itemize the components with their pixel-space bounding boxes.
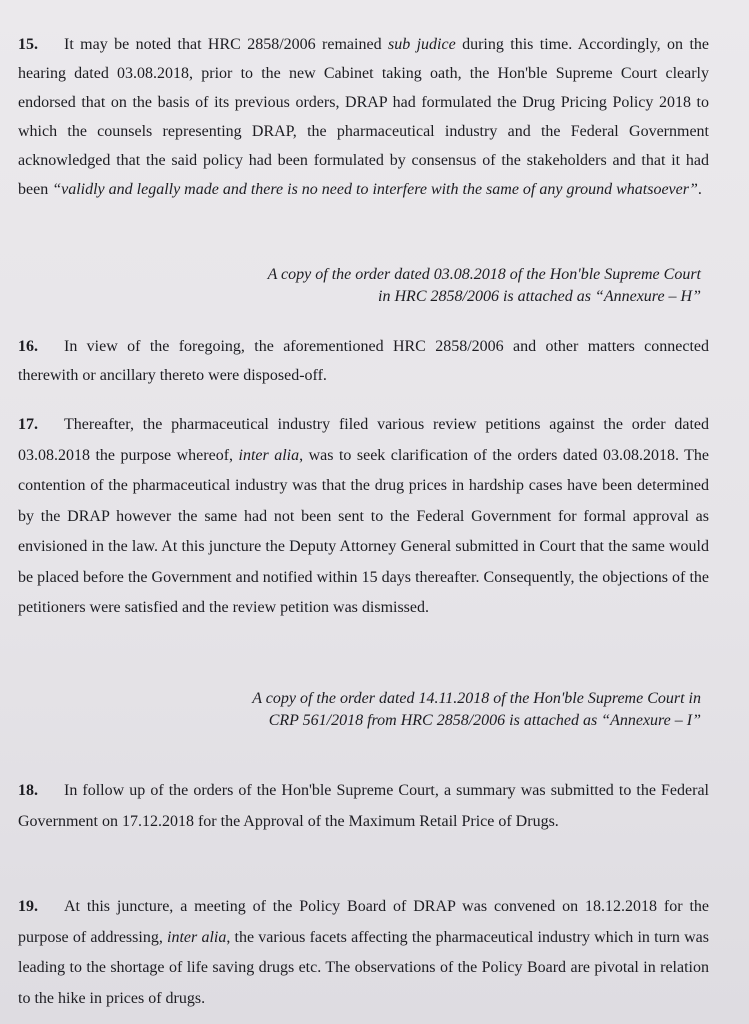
paragraph-body <box>18 36 709 198</box>
italic-text: “validly and legally made and there is no need to interfere with the same of any ground whatsoever” <box>52 181 698 198</box>
caption-line: A copy of the order dated 03.08.2018 of the Hon'ble Supreme Court <box>267 266 701 283</box>
paragraph-16 <box>18 332 709 390</box>
body-text: Thereafter, the pharmaceutical industry filed various review petitions against the order dated 03.08.2018 the purpose whereof, <box>18 416 709 464</box>
body-text: , was to seek clarification of the orders dated 03.08.2018. The contention of the pharmaceutical industry was that the drug prices in hardship cases have been determined by the DRAP however the same had not been sent to the Federal Government for formal approval as envisioned in the law. At this juncture the Deputy Attorney General submitted in Court that the same would be placed before the Government and notified within 15 days thereafter. Consequently, the objections of the petitioners were satisfied and the review petition was dismissed. <box>18 446 710 616</box>
paragraph-body <box>18 416 709 616</box>
body-text: At this juncture, a meeting of the Policy Board of DRAP was convened on 18.12.2018 for the purpose of addressing, <box>18 898 709 946</box>
caption-line: CRP 561/2018 from HRC 2858/2006 is attached as “Annexure – I” <box>268 712 701 729</box>
paragraph-17 <box>18 410 709 624</box>
paragraph-number: 19. <box>18 898 38 915</box>
annexure-h-caption <box>141 264 701 308</box>
caption-line: A copy of the order dated 14.11.2018 of the Hon'ble Supreme Court in <box>252 690 701 707</box>
paragraph-18 <box>18 776 709 837</box>
body-text: . <box>697 181 702 198</box>
italic-text: inter alia <box>238 446 300 464</box>
body-text: during this time. Accordingly, on the hearing dated 03.08.2018, prior to the new Cabinet taking oath, the Hon'ble Supreme Court clearly endorsed that on the basis of its previous orders, DRAP had formulated the Drug Pricing Policy 2018 to which the counsels representing DRAP, the pharmaceutical industry and the Federal Government acknowledged that the said policy had been formulated by consensus of the stakeholders and that it had been <box>18 36 709 198</box>
italic-text: inter alia <box>167 928 227 946</box>
paragraph-body <box>18 338 709 384</box>
paragraph-body <box>18 782 709 830</box>
paragraph-number: 18. <box>18 782 38 799</box>
paragraph-number: 17. <box>18 416 38 433</box>
annexure-i-caption <box>141 688 701 732</box>
italic-text: sub judice <box>387 36 456 53</box>
paragraph-15 <box>18 30 709 204</box>
body-text: , the various facets affecting the pharmaceutical industry which in turn was leading to the shortage of life saving drugs etc. The observations of the Policy Board are pivotal in relation to the hike in prices of drugs. <box>18 928 709 1007</box>
paragraph-number: 16. <box>18 338 38 355</box>
paragraph-body <box>18 898 709 1007</box>
paragraph-number: 15. <box>18 36 38 53</box>
paragraph-19 <box>18 892 709 1014</box>
body-text: In follow up of the orders of the Hon'ble Supreme Court, a summary was submitted to the Federal Government on 17.12.2018 for the Approval of the Maximum Retail Price of Drugs. <box>18 782 709 830</box>
body-text: In view of the foregoing, the aforementioned HRC 2858/2006 and other matters connected therewith or ancillary thereto were disposed-off. <box>18 338 709 384</box>
caption-line: in HRC 2858/2006 is attached as “Annexure – H” <box>378 288 701 305</box>
body-text: It may be noted that HRC 2858/2006 remained <box>64 36 388 53</box>
